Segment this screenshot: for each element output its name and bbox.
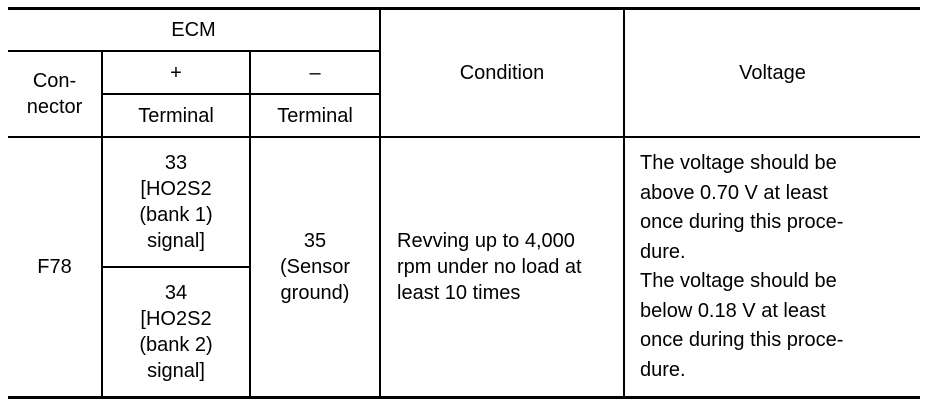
connector-value: F78 [37,256,72,278]
condition-header: Condition [459,62,545,84]
voltage-value [625,138,920,396]
ecm-header: ECM [171,19,216,41]
plus-terminal-bank2: 34 [HO2S2 (bank 2) signal] [139,282,213,382]
minus-terminal-header: Terminal [277,104,353,127]
minus-terminal-value: 35 (Sensor ground) [279,230,351,304]
minus-header: – [309,61,321,84]
plus-terminal-bank1: 33 [HO2S2 (bank 1) signal] [139,152,213,252]
plus-terminal-header: Terminal [138,104,214,127]
condition-value: Revving up to 4,000 rpm under no load at least 10 times [397,230,582,304]
voltage-header: Voltage [739,62,806,84]
voltage-requirement-bank2: The voltage should be below 0.18 V at least once during this proce- dure. [640,270,844,381]
table-bottom-border [8,396,920,399]
voltage-requirement-bank1: The voltage should be above 0.70 V at least once during this proce- dure. [640,152,844,263]
connector-header: Con- nector [26,70,83,118]
plus-header: + [170,61,182,84]
